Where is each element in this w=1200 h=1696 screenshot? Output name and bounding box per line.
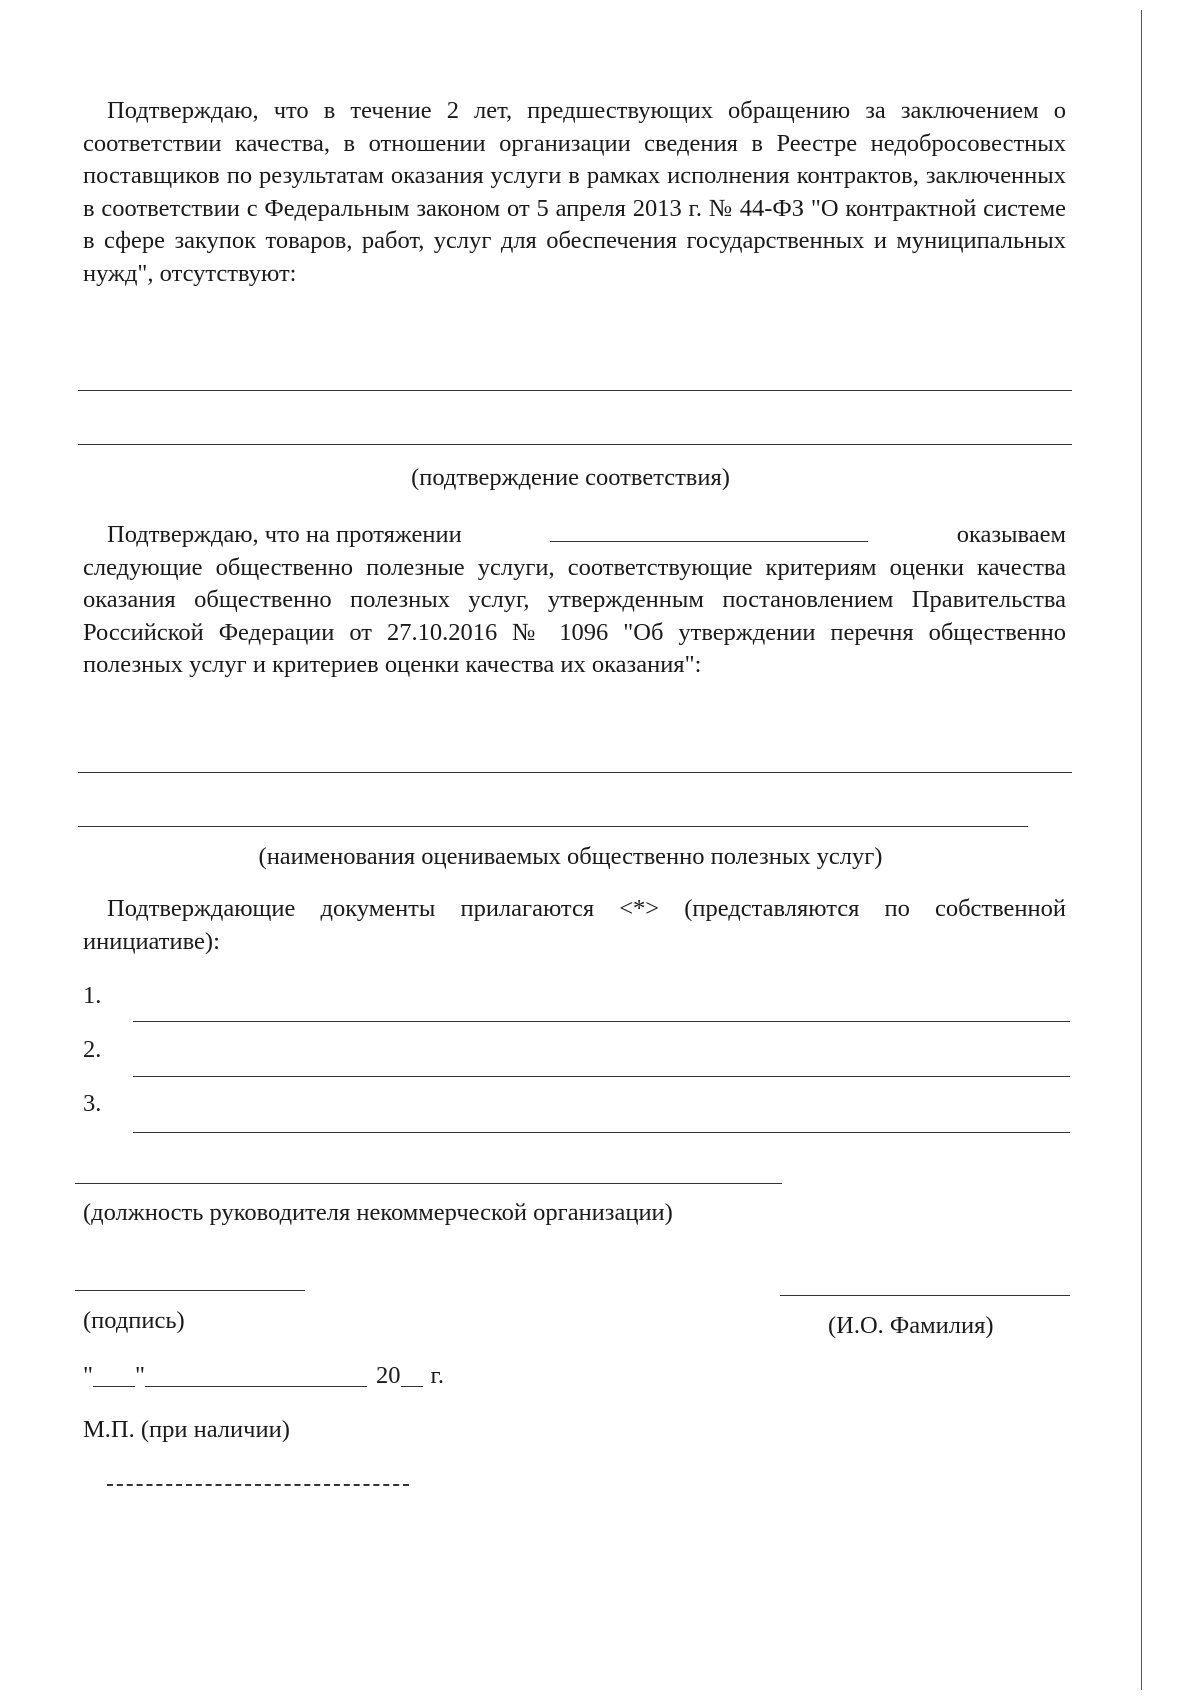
text-after-period-blank: оказываем (956, 521, 1066, 548)
documents-text: Подтверждающие документы прилагаются <*> (представляются по собственной инициативе): (83, 895, 1066, 955)
text-before-period-blank: Подтверждаю, что на протяжении (107, 521, 462, 548)
caption-confirmation: (подтверждение соответствия) (411, 464, 730, 491)
fill-line-1a[interactable] (78, 390, 1072, 391)
documents-paragraph (83, 893, 1066, 958)
name-line[interactable] (780, 1295, 1070, 1296)
date-year-prefix: 20 (376, 1362, 401, 1389)
confirmation-text-1: Подтверждаю, что в течение 2 лет, предшествующих обращению за заключением о соответствии качества, в отношении организации сведения в Реестре недобросовестных поставщиков по результатам оказания услуги в рамках исполнения контрактов, заключенных в соответствии с Федеральным законом от 5 апреля 2013 г. № 44-ФЗ "О контрактной системе в сфере закупок товаров, работ, услуг для обеспечения государственных и муниципальных нужд", отсутствуют: (83, 97, 1066, 287)
period-blank-field[interactable] (550, 515, 868, 542)
document-item-label-3: 3. (83, 1090, 102, 1117)
position-line[interactable] (75, 1183, 782, 1184)
caption-name: (И.О. Фамилия) (828, 1312, 994, 1339)
confirmation-paragraph-2 (83, 515, 1066, 682)
date-quote-open: " (83, 1362, 94, 1389)
document-item-line-1[interactable] (133, 1021, 1070, 1022)
date-field (83, 1360, 444, 1393)
date-year-blank[interactable] (401, 1360, 423, 1387)
fill-line-2a[interactable] (78, 772, 1072, 773)
caption-services: (наименования оцениваемых общественно полезных услуг) (258, 843, 883, 870)
document-item-line-3[interactable] (133, 1132, 1070, 1133)
page-edge-line (1141, 10, 1142, 1690)
document-item-line-2[interactable] (133, 1076, 1070, 1077)
document-item-label-1: 1. (83, 982, 102, 1009)
stamp-label: М.П. (при наличии) (83, 1416, 290, 1443)
paragraph-2-first-line (83, 515, 1066, 552)
fill-line-1b[interactable] (78, 444, 1072, 445)
date-quote-close: " (135, 1362, 146, 1389)
date-month-blank[interactable] (145, 1360, 367, 1387)
caption-signature: (подпись) (83, 1307, 185, 1334)
signature-line[interactable] (75, 1290, 305, 1291)
fill-line-2b[interactable] (78, 826, 1028, 827)
confirmation-paragraph-1 (83, 95, 1066, 291)
date-day-blank[interactable] (93, 1360, 135, 1387)
document-item-label-2: 2. (83, 1036, 102, 1063)
footnote-separator (107, 1484, 409, 1486)
date-year-suffix: г. (430, 1362, 444, 1389)
paragraph-2-rest: следующие общественно полезные услуги, соответствующие критериям оценки качества оказания общественно полезных услуг, утвержденным постановлением Правительства Российской Федерации от 27.10.2016 № 1096 "Об утверждении перечня общественно полезных услуг и критериев оценки качества их оказания": (83, 553, 1066, 679)
caption-position: (должность руководителя некоммерческой организации) (83, 1199, 673, 1226)
